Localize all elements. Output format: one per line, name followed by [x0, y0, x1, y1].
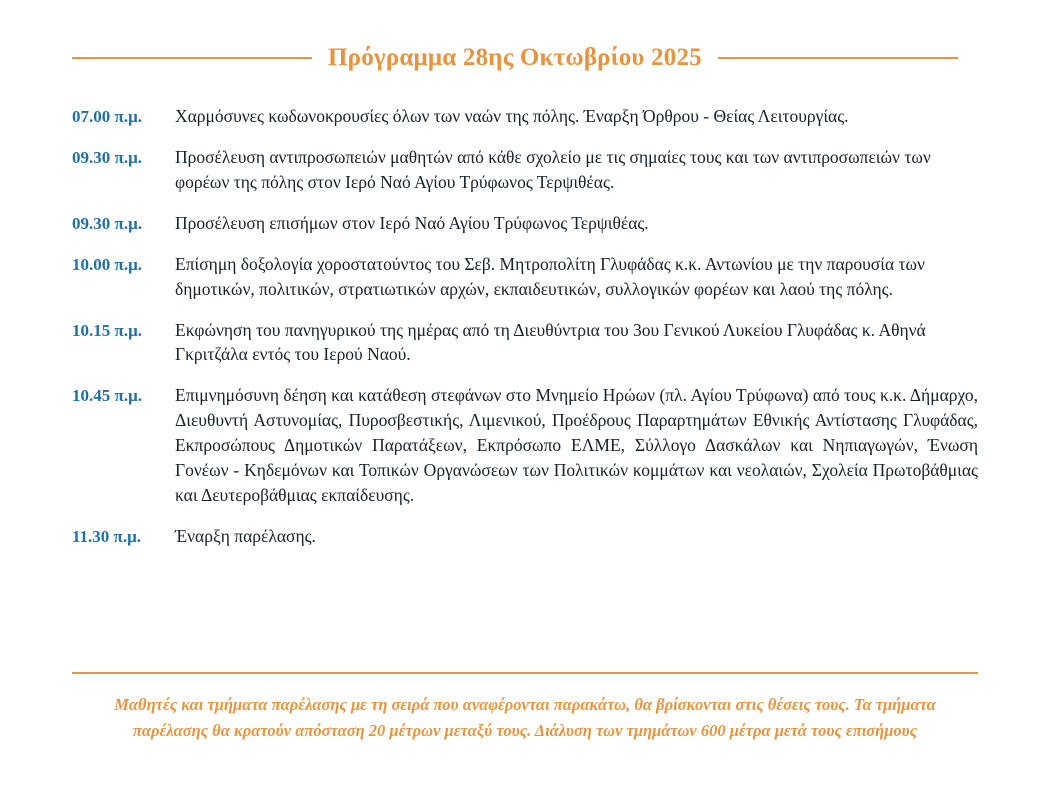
- programme-list: [0, 104, 1050, 549]
- footer-note: [72, 692, 978, 743]
- entry-text: Έναρξη παρέλασης.: [175, 525, 316, 546]
- entry-text: Επίσημη δοξολογία χοροστατούντος του Σεβ. Μητροπολίτη Γλυφάδας κ.κ. Αντωνίου με την παρουσία των δημοτικών, πολιτικών, στρατιωτικών αρχών, εκπαιδευτικών, συλλογικών φορέων και λαού της πόλης.: [175, 253, 925, 299]
- programme-document: [0, 44, 1050, 794]
- programme-entry: [72, 211, 978, 236]
- title-rule-right: [718, 57, 958, 59]
- programme-entry: [72, 383, 978, 507]
- entry-text: Προσέλευση επισήμων στον Ιερό Ναό Αγίου Τρύφωνος Τερψιθέας.: [175, 212, 649, 233]
- footer-note-line-1: Μαθητές και τμήματα παρέλασης με τη σειρά που αναφέρονται παρακάτω, θα βρίσκονται στις θέσεις τους. Τα τμήματα: [114, 695, 936, 714]
- title-rule-left: [72, 57, 312, 59]
- page-title: Πρόγραμμα 28ης Οκτωβρίου 2025: [328, 44, 702, 71]
- programme-entry: [72, 104, 978, 129]
- title-row: [0, 44, 1050, 72]
- entry-time: 10.15 π.μ.: [72, 320, 142, 340]
- entry-text: Επιμνημόσυνη δέηση και κατάθεση στεφάνων στο Μνημείο Ηρώων (πλ. Αγίου Τρύφωνα) από τους κ.κ. Δήμαρχο, Διευθυντή Αστυνομίας, Πυροσβεστικής, Λιμενικού, Προέδρους Παραρτημάτων Εθνικής Αντίστασης Γλυφάδας, Εκπροσώπους Δημοτικών Παρατάξεων, Εκπρόσωπο ΕΛΜΕ, Σύλλογο Δασκάλων και Νηπιαγωγών, Ένωση Γονέων - Κηδεμόνων και Τοπικών Οργανώσεων των Πολιτικών κομμάτων και νεολαιών, Σχολεία Πρωτοβάθμιας και Δευτεροβάθμιας εκπαίδευσης.: [175, 385, 978, 505]
- footer-divider: [72, 672, 978, 674]
- footer-note-line-2: παρέλασης θα κρατούν απόσταση 20 μέτρων μεταξύ τους. Διάλυση των τμημάτων 600 μέτρα μετά τους επισήμους: [132, 720, 918, 740]
- entry-time: 07.00 π.μ.: [72, 107, 142, 126]
- entry-text: Χαρμόσυνες κωδωνοκρουσίες όλων των ναών της πόλης. Έναρξη Όρθρου - Θείας Λειτουργίας.: [175, 106, 849, 126]
- entry-text: Εκφώνηση του πανηγυρικού της ημέρας από τη Διευθύντρια του 3ου Γενικού Λυκείου Γλυφάδας κ. Αθηνά Γκριτζάλα εντός του Ιερού Ναού.: [175, 319, 926, 365]
- programme-entry: [72, 252, 978, 302]
- entry-time: 09.30 π.μ.: [72, 213, 142, 233]
- entry-time: 10.00 π.μ.: [72, 254, 142, 274]
- programme-entry: [72, 318, 978, 368]
- programme-entry: [72, 524, 978, 549]
- entry-time: 09.30 π.μ.: [72, 148, 142, 168]
- entry-time: 11.30 π.μ.: [72, 526, 142, 546]
- entry-time: 10.45 π.μ.: [72, 386, 142, 406]
- programme-entry: [72, 145, 978, 195]
- entry-text: Προσέλευση αντιπροσωπειών μαθητών από κάθε σχολείο με τις σημαίες τους και των αντιπροσωπειών των φορέων της πόλης στον Ιερό Ναό Αγίου Τρύφωνος Τερψιθέας.: [175, 147, 931, 192]
